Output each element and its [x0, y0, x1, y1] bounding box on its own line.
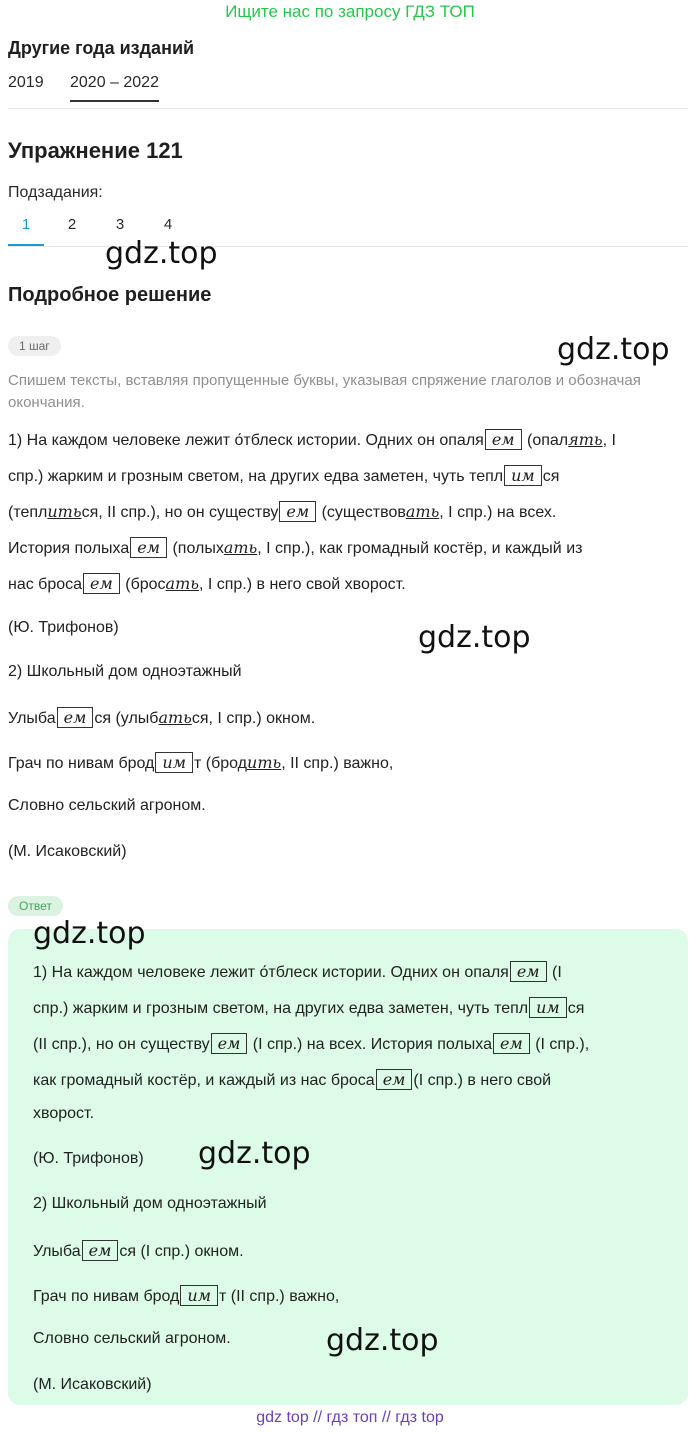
watermark: gdz.top [326, 1323, 439, 1358]
answer-line: Улыба ем ся (I спр.) окном. [33, 1241, 244, 1260]
subtask-tab-2[interactable]: 2 [67, 216, 77, 233]
subtask-tab-1[interactable]: 1 [8, 216, 44, 246]
ending-box: им [180, 1285, 218, 1306]
year-tabs [8, 74, 688, 109]
footer-separator: // [313, 1409, 323, 1426]
solution-line: История полыха ем (полыхать, I спр.), как громадный костёр, и каждый из [8, 538, 583, 557]
author-citation: (Ю. Трифонов) [8, 619, 119, 636]
ending-box: ем [279, 501, 316, 522]
watermark: gdz.top [557, 332, 670, 367]
watermark: gdz.top [418, 620, 531, 655]
answer-line: 1) На каждом человеке лежит о́тблеск истории. Одних он опаля ем (I [33, 962, 562, 981]
ending-box: ем [130, 537, 167, 558]
footer-separator: // [381, 1409, 391, 1426]
answer-line: (II спр.), но он существу ем (I спр.) на всех. История полыха ем (I спр.), [33, 1034, 590, 1053]
year-tab-2020-2022[interactable]: 2020 – 2022 [70, 74, 159, 102]
watermark: gdz.top [198, 1136, 311, 1171]
author-citation: (Ю. Трифонов) [33, 1150, 144, 1167]
solution-line: 1) На каждом человеке лежит о́тблеск истории. Одних он опаля ем (опалять, I [8, 430, 616, 449]
answer-line: Грач по нивам брод им т (II спр.) важно, [33, 1286, 340, 1305]
subtask-tab-4[interactable]: 4 [163, 216, 173, 233]
answer-line: хворост. [33, 1105, 95, 1122]
ending-box: ем [376, 1069, 413, 1090]
solution-line: Словно сельский агроном. [8, 797, 206, 814]
ending-box: ем [485, 429, 522, 450]
ending-box: им [504, 465, 542, 486]
poem-title: 2) Школьный дом одноэтажный [33, 1195, 267, 1212]
footer-links [0, 1409, 700, 1427]
answer-line: спр.) жарким и грозным светом, на других едва заметен, чуть тепл им ся [33, 998, 585, 1017]
subtask-tab-3[interactable]: 3 [115, 216, 125, 233]
ending-box: ем [82, 1240, 119, 1261]
solution-title: Подробное решение [8, 284, 212, 306]
solution-line: нас броса ем (бросать, I спр.) в него свой хворост. [8, 574, 406, 593]
other-years-title: Другие года изданий [8, 38, 195, 58]
answer-line: Словно сельский агроном. [33, 1330, 231, 1347]
ending-box: ем [211, 1033, 248, 1054]
ending-box: ем [83, 573, 120, 594]
subtasks-label: Подзадания: [8, 184, 103, 201]
solution-line: (теплиться, II спр.), но он существу ем (существовать, I спр.) на всех. [8, 502, 557, 521]
solution-intro: Спишем тексты, вставляя пропущенные буквы, указывая спряжение глаголов и обозначая окончания. [8, 372, 641, 411]
ending-box: ем [493, 1033, 530, 1054]
watermark: gdz.top [105, 236, 218, 271]
ending-box: им [529, 997, 567, 1018]
solution-line: Улыба ем ся (улыбаться, I спр.) окном. [8, 708, 316, 727]
footer-link[interactable]: gdz top [256, 1409, 309, 1426]
ending-box: им [155, 752, 193, 773]
step-badge: 1 шаг [8, 336, 61, 356]
author-citation: (М. Исаковский) [8, 843, 127, 860]
poem-title: 2) Школьный дом одноэтажный [8, 663, 242, 680]
answer-badge: Ответ [8, 896, 63, 916]
solution-line: спр.) жарким и грозным светом, на других едва заметен, чуть тепл им ся [8, 466, 560, 485]
footer-link[interactable]: гдз top [395, 1409, 444, 1426]
answer-line: как громадный костёр, и каждый из нас броса ем (I спр.) в него свой [33, 1070, 552, 1089]
footer-link[interactable]: гдз топ [326, 1409, 378, 1426]
ending-box: ем [510, 961, 547, 982]
exercise-title: Упражнение 121 [8, 138, 183, 163]
watermark: gdz.top [33, 916, 146, 951]
ending-box: ем [57, 707, 94, 728]
solution-line: Грач по нивам брод им т (бродить, II спр.) важно, [8, 753, 394, 772]
year-tab-2019[interactable]: 2019 [8, 74, 44, 91]
author-citation: (М. Исаковский) [33, 1376, 152, 1393]
search-hint-banner: Ищите нас по запросу ГДЗ ТОП [225, 2, 475, 21]
